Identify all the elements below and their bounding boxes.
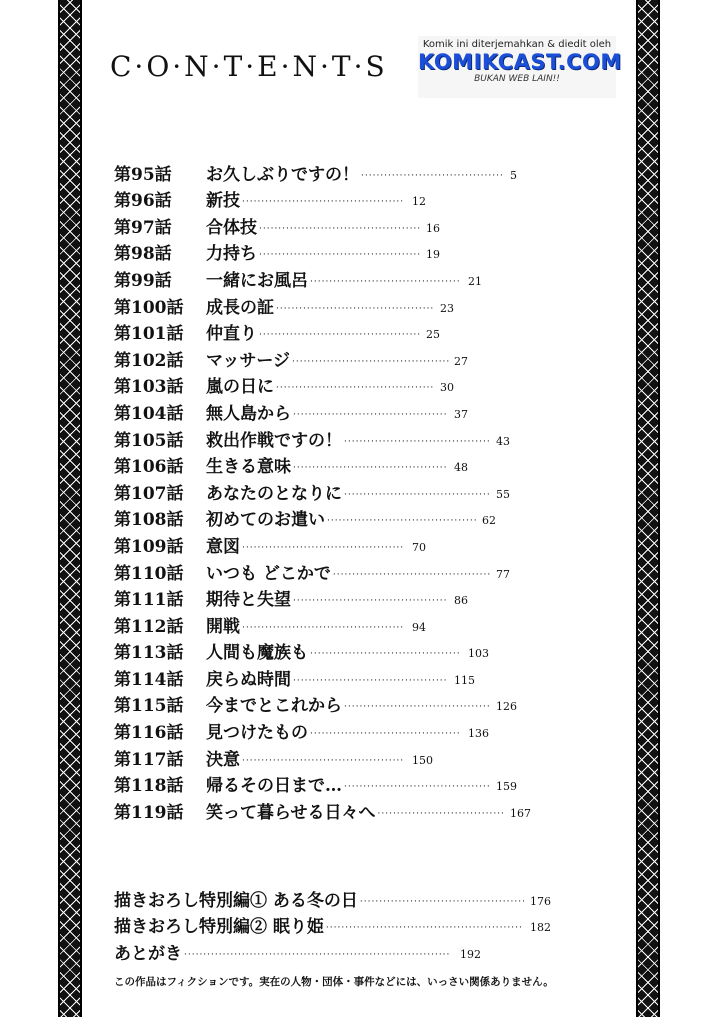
toc-row xyxy=(114,663,554,690)
leader-dots: ······································· xyxy=(310,729,461,740)
chapter-number: 第111話 xyxy=(114,590,184,611)
chapter-title: 決意 xyxy=(206,749,240,770)
fiction-notice: この作品はフィクションです。実在の人物・団体・事件などには、いっさい関係ありません。 xyxy=(114,976,554,988)
chapter-number: 第103話 xyxy=(114,377,184,398)
page-number: 30 xyxy=(440,381,454,395)
chapter-number: 第95話 xyxy=(114,164,172,185)
credit-logo: KOMIKCAST.COM xyxy=(418,50,622,74)
chapter-title: 嵐の日に xyxy=(206,377,274,398)
chapter-number: 第118話 xyxy=(114,776,184,797)
extra-row xyxy=(114,911,574,938)
leader-dots: ········································· xyxy=(276,303,435,314)
leader-dots: ····································································· xyxy=(184,949,451,960)
chapter-title: 救出作戦ですの！ xyxy=(206,430,342,451)
page-number: 70 xyxy=(412,540,426,554)
toc-row xyxy=(114,238,554,265)
toc-row xyxy=(114,796,554,823)
chapter-number: 第98話 xyxy=(114,244,172,265)
toc-row xyxy=(114,770,554,797)
chapter-title: 無人島から xyxy=(206,403,291,424)
toc-row xyxy=(114,504,554,531)
leader-dots: ·········································· xyxy=(242,197,405,208)
chapter-number: 第105話 xyxy=(114,430,184,451)
leader-dots: ········································· xyxy=(332,569,492,580)
extra-row xyxy=(114,884,574,911)
chapter-title: 仲直り xyxy=(206,324,257,345)
chapter-title: 今までとこれから xyxy=(206,696,342,717)
leader-dots: ········································ xyxy=(293,675,448,686)
toc-row xyxy=(114,211,554,238)
page-number: 23 xyxy=(440,301,454,315)
toc-row xyxy=(114,637,554,664)
leader-dots: ·········································· xyxy=(259,330,422,341)
toc-row xyxy=(114,397,554,424)
leader-dots: ·········································· xyxy=(242,542,405,553)
chapter-number: 第114話 xyxy=(114,669,184,690)
leader-dots: ········································· xyxy=(276,383,435,394)
leader-dots: ······································ xyxy=(344,489,491,500)
credit-subline: BUKAN WEB LAIN!! xyxy=(474,74,560,84)
page-number: 62 xyxy=(482,514,496,528)
chapter-title: 開戦 xyxy=(206,616,240,637)
page-number: 150 xyxy=(412,753,433,767)
chapter-title: 見つけたもの xyxy=(206,723,308,744)
extra-title: 描きおろし特別編② 眠り姫 xyxy=(114,917,324,938)
page-number: 37 xyxy=(454,407,468,421)
page-number: 25 xyxy=(426,328,440,342)
leader-dots: ······································ xyxy=(344,702,491,713)
chapter-number: 第100話 xyxy=(114,297,184,318)
chapter-number: 第112話 xyxy=(114,616,184,637)
chapter-title: 帰るその日まで… xyxy=(206,776,342,797)
leader-dots: ········································ xyxy=(293,596,448,607)
page-number: 86 xyxy=(454,594,468,608)
leader-dots: ································· xyxy=(377,808,505,819)
page-number: 94 xyxy=(412,620,426,634)
extra-title: あとがき xyxy=(114,943,182,964)
chapter-number: 第96話 xyxy=(114,191,172,212)
chapter-title: 初めてのお遣い xyxy=(206,510,325,531)
toc-row xyxy=(114,530,554,557)
leader-dots: ······································ xyxy=(344,782,491,793)
toc-row xyxy=(114,690,554,717)
chapter-title: 期待と失望 xyxy=(206,590,291,611)
page-number: 192 xyxy=(460,947,481,961)
leader-dots: ·········································· xyxy=(242,622,405,633)
chapter-title: 生きる意味 xyxy=(206,457,291,478)
chapter-title: お久しぶりですの！ xyxy=(206,164,359,185)
chapter-title: 合体技 xyxy=(206,217,257,238)
page-number: 48 xyxy=(454,461,468,475)
chapter-title: あなたのとなりに xyxy=(206,483,342,504)
leader-dots: ·········································· xyxy=(259,250,422,261)
leader-dots: ·········································· xyxy=(259,223,422,234)
leader-dots: ····································· xyxy=(361,170,504,181)
chapter-number: 第106話 xyxy=(114,457,184,478)
credit-line: Komik ini diterjemahkan & diedit oleh xyxy=(422,39,612,50)
toc-row xyxy=(114,158,554,185)
chapter-title: 力持ち xyxy=(206,244,257,265)
leader-dots: ······································· xyxy=(327,516,478,527)
chapter-number: 第108話 xyxy=(114,510,184,531)
left-chain-border xyxy=(58,0,82,1017)
toc-row xyxy=(114,451,554,478)
chapter-title: 戻らぬ時間 xyxy=(206,669,291,690)
toc-row xyxy=(114,371,554,398)
page-number: 103 xyxy=(468,647,489,661)
extra-row xyxy=(114,937,574,964)
chapter-title: 笑って暮らせる日々へ xyxy=(206,802,376,823)
chapter-number: 第119話 xyxy=(114,802,184,823)
chapter-number: 第104話 xyxy=(114,403,184,424)
chapter-title: 一緒にお風呂 xyxy=(206,270,308,291)
leader-dots: ··················································· xyxy=(325,923,523,934)
chapter-number: 第107話 xyxy=(114,483,184,504)
chapter-title: いつも どこかで xyxy=(206,563,331,584)
chapter-number: 第115話 xyxy=(114,696,184,717)
toc-row xyxy=(114,557,554,584)
page-number: 5 xyxy=(510,168,517,182)
page-number: 43 xyxy=(496,434,510,448)
toc-row xyxy=(114,584,554,611)
leader-dots: ········································ xyxy=(293,409,448,420)
leader-dots: ······································ xyxy=(344,436,491,447)
toc-row xyxy=(114,291,554,318)
right-chain-border xyxy=(636,0,660,1017)
toc-row xyxy=(114,344,554,371)
chapter-title: 人間も魔族も xyxy=(206,643,308,664)
page-number: 136 xyxy=(468,727,489,741)
page-number: 21 xyxy=(468,274,482,288)
page-number: 167 xyxy=(510,806,531,820)
page-number: 55 xyxy=(496,487,510,501)
toc-row xyxy=(114,424,554,451)
toc-row xyxy=(114,743,554,770)
chapter-title: マッサージ xyxy=(206,350,290,371)
page-number: 77 xyxy=(496,567,510,581)
page-number: 19 xyxy=(426,248,440,262)
chapter-number: 第99話 xyxy=(114,270,172,291)
leader-dots: ··········································· xyxy=(359,896,526,907)
page-number: 176 xyxy=(530,894,551,908)
toc-row xyxy=(114,610,554,637)
chapter-number: 第101話 xyxy=(114,324,184,345)
extras-list xyxy=(114,884,574,964)
page-number: 126 xyxy=(496,700,517,714)
chapter-number: 第117話 xyxy=(114,749,184,770)
page-number: 115 xyxy=(454,673,475,687)
scanlation-credit xyxy=(418,36,622,98)
toc-row xyxy=(114,318,554,345)
extra-title: 描きおろし特別編① ある冬の日 xyxy=(114,890,358,911)
toc-row xyxy=(114,477,554,504)
toc-row xyxy=(114,185,554,212)
chapter-title: 意図 xyxy=(206,536,240,557)
chapter-number: 第110話 xyxy=(114,563,184,584)
chapter-number: 第102話 xyxy=(114,350,184,371)
chapter-number: 第97話 xyxy=(114,217,172,238)
page-number: 27 xyxy=(454,354,468,368)
leader-dots: ······································· xyxy=(310,649,461,660)
page-number: 182 xyxy=(530,921,551,935)
leader-dots: ········································ xyxy=(293,463,448,474)
chapter-number: 第116話 xyxy=(114,723,184,744)
chapter-number: 第113話 xyxy=(114,643,184,664)
page-number: 16 xyxy=(426,221,440,235)
table-of-contents xyxy=(114,158,554,823)
chapter-title: 新技 xyxy=(206,191,240,212)
page-number: 159 xyxy=(496,780,517,794)
page-number: 12 xyxy=(412,195,426,209)
toc-row xyxy=(114,716,554,743)
leader-dots: ······································· xyxy=(310,276,461,287)
page-title: C·O·N·T·E·N·T·S xyxy=(110,50,388,83)
leader-dots: ·········································· xyxy=(242,755,405,766)
toc-row xyxy=(114,264,554,291)
chapter-title: 成長の証 xyxy=(206,297,274,318)
leader-dots: ········································· xyxy=(291,356,451,367)
chapter-number: 第109話 xyxy=(114,536,184,557)
